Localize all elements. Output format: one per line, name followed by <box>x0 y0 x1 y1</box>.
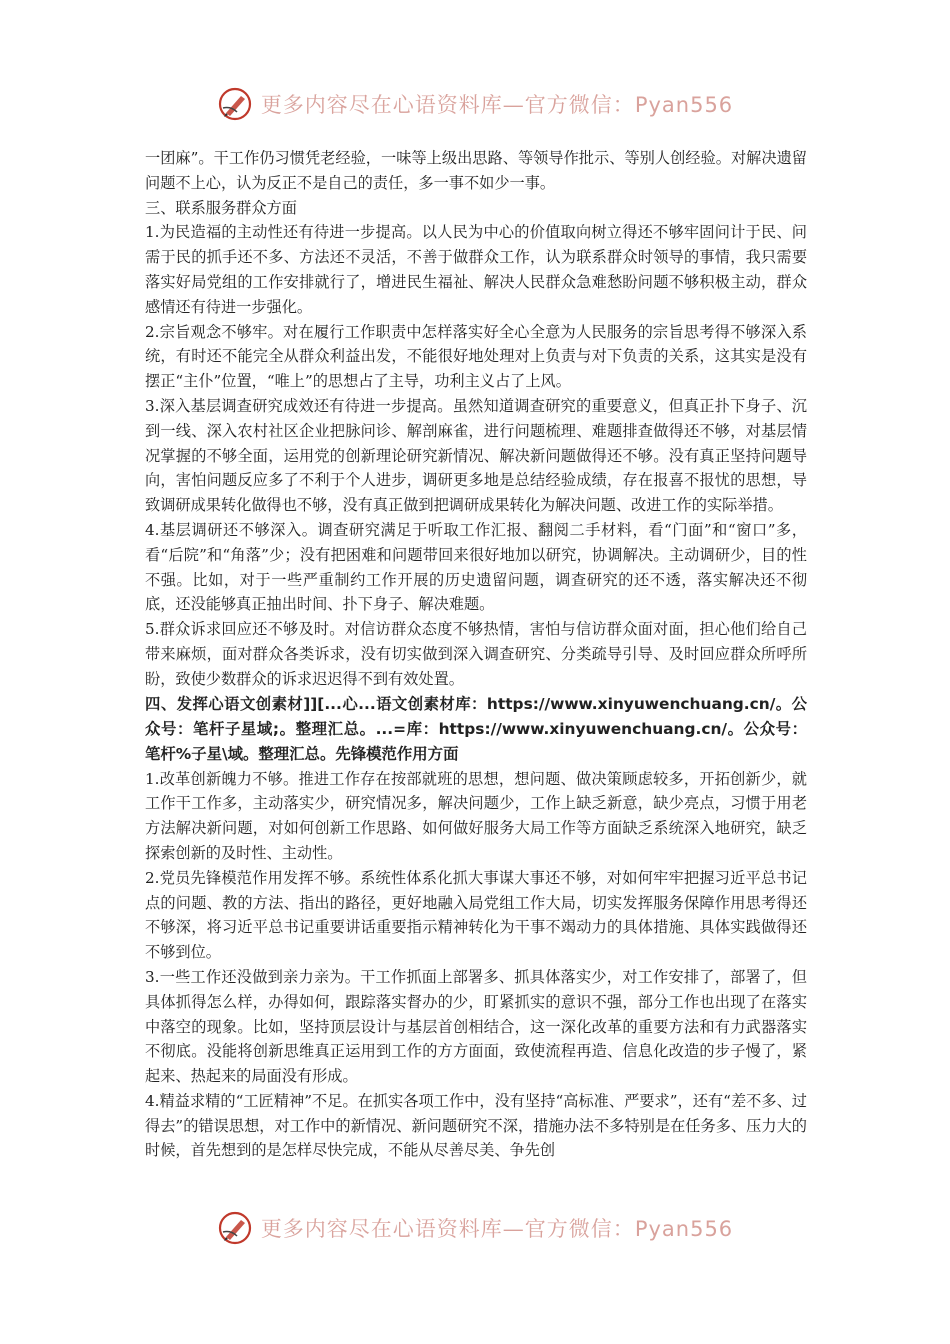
section-heading-bold: 四、发挥心语文创素材]][...心...语文创素材库：https://www.xinyuwenchuang.cn/。公众号：笔杆子星域;。整理汇总。...=库：https://www.xinyuwenchuang.cn/。公众号：笔杆%子星\域。整理汇总。先锋模范作用方面 <box>145 694 807 763</box>
watermark-wechat-id: Pyan556 <box>634 93 734 117</box>
section-heading: 三、联系服务群众方面 <box>145 198 297 217</box>
paragraph: 1.改革创新魄力不够。推进工作存在按部就班的思想，想问题、做决策顾虑较多，开拓创新少，就工作干工作多，主动落实少，研究情况多，解决问题少，工作上缺乏新意，缺少亮点，习惯于用老方法解决新问题，对如何创新工作思路、如何做好服务大局工作等方面缺乏系统深入地研究，缺乏探索创新的及时性、主动性。 <box>145 769 807 862</box>
pen-logo-icon <box>217 1210 253 1246</box>
watermark-wechat-id: Pyan556 <box>634 1217 734 1241</box>
footer-watermark <box>0 1204 950 1252</box>
paragraph: 4.基层调研还不够深入。调查研究满足于听取工作汇报、翻阅二手材料，看“门面”和“窗口”多，看“后院”和“角落”少；没有把困难和问题带回来很好地加以研究，协调解决。主动调研少，目的性不强。比如，对于一些严重制约工作开展的历史遗留问题，调查研究的还不透，落实解决还不彻底，还没能够真正抽出时间、扑下身子、解决难题。 <box>145 520 807 614</box>
pen-logo-icon <box>217 86 253 122</box>
paragraph: 1.为民造福的主动性还有待进一步提高。以人民为中心的价值取向树立得还不够牢固问计于民、问需于民的抓手还不多、方法还不灵活，不善于做群众工作，认为联系群众时领导的事情，我只需要落实好局党组的工作安排就行了，增进民生福祉、解决人民群众急难愁盼问题不够积极主动，群众感情还有待进一步强化。 <box>145 223 807 316</box>
paragraph: 4.精益求精的“工匠精神”不足。在抓实各项工作中，没有坚持“高标准、严要求”，还有“差不多、过得去”的错误思想，对工作中的新情况、新问题研究不深，措施办法不多特别是在任务多、压力大的时候，首先想到的是怎样尽快完成，不能从尽善尽美、争先创 <box>145 1091 807 1160</box>
paragraph: 5.群众诉求回应还不够及时。对信访群众态度不够热情，害怕与信访群众面对面，担心他们给自己带来麻烦，面对群众各类诉求，没有切实做到深入调查研究、分类疏导引导、及时回应群众所呼所盼，致使少数群众的诉求迟迟得不到有效处置。 <box>145 620 807 688</box>
header-watermark <box>0 80 950 128</box>
document-body <box>145 146 807 1163</box>
paragraph: 一团麻”。干工作仍习惯凭老经验，一味等上级出思路、等领导作批示、等别人创经验。对解决遗留问题不上心，认为反正不是自己的责任，多一事不如少一事。 <box>145 149 807 192</box>
paragraph: 2.党员先锋模范作用发挥不够。系统性体系化抓大事谋大事还不够，对如何牢牢把握习近平总书记点的问题、教的方法、指出的路径，更好地融入局党组工作大局，切实发挥服务保障作用思考得还不够深，将习近平总书记重要讲话重要指示精神转化为干事不竭动力的具体措施、具体实践做得还不够到位。 <box>145 868 807 962</box>
paragraph: 3.一些工作还没做到亲力亲为。干工作抓面上部署多、抓具体落实少，对工作安排了，部署了，但具体抓得怎么样，办得如何，跟踪落实督办的少，盯紧抓实的意识不强，部分工作也出现了在落实中落空的现象。比如，坚持顶层设计与基层首创相结合，这一深化改革的重要方法和有力武器落实不彻底。没能将创新思维真正运用到工作的方方面面，致使流程再造、信息化改造的步子慢了，紧起来、热起来的局面没有形成。 <box>145 967 807 1086</box>
paragraph: 3.深入基层调查研究成效还有待进一步提高。虽然知道调查研究的重要意义，但真正扑下身子、沉到一线、深入农村社区企业把脉问诊、解剖麻雀，进行问题梳理、难题排查做得还不够，对基层情况掌握的不够全面，运用党的创新理论研究新情况、解决新问题做得还不够。没有真正坚持问题导向，害怕问题反应多了不利于个人进步，调研更多地是总结经验成绩，存在报喜不报忧的思想，导致调研成果转化做得也不够，没有真正做到把调研成果转化为解决问题、改进工作的实际举措。 <box>145 396 807 515</box>
watermark-text <box>261 89 733 119</box>
paragraph: 2.宗旨观念不够牢。对在履行工作职责中怎样落实好全心全意为人民服务的宗旨思考得不够深入系统，有时还不能完全从群众利益出发，不能很好地处理对上负责与对下负责的关系，这其实是没有摆正“主仆”位置，“唯上”的思想占了主导，功利主义占了上风。 <box>145 322 807 391</box>
watermark-text <box>261 1213 733 1243</box>
watermark-main-text: 更多内容尽在心语资料库—官方微信： <box>260 93 635 117</box>
watermark-main-text: 更多内容尽在心语资料库—官方微信： <box>260 1217 635 1241</box>
